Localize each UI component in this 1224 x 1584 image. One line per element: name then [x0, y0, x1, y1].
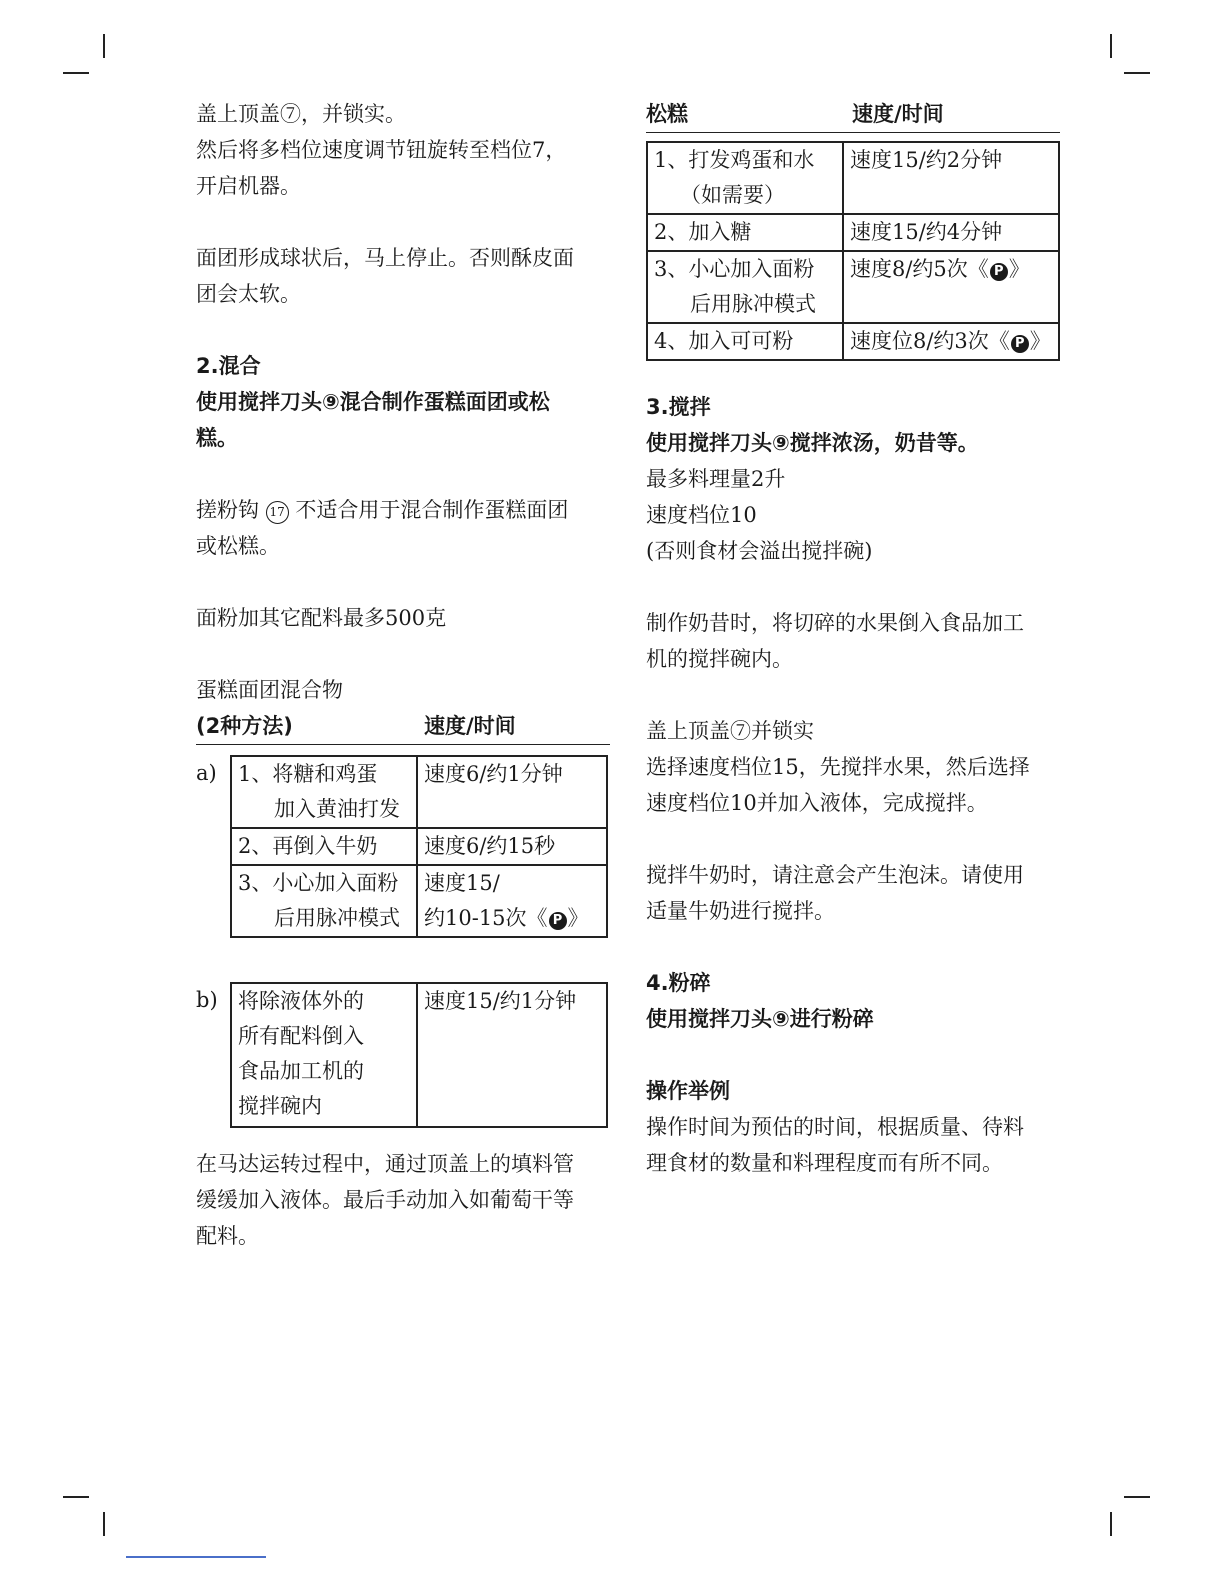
table-row: 1、打发鸡蛋和水 （如需要） 速度15/约2分钟: [647, 142, 1059, 214]
crop-mark: [63, 1496, 89, 1498]
section-subtitle: 糕。: [196, 426, 238, 450]
section-subtitle: 使用搅拌刀头⑨进行粉碎: [646, 1007, 874, 1031]
table-row: 3、小心加入面粉 后用脉冲模式 速度15/ 约10-15次《 P 》: [231, 865, 607, 937]
method-a-table: [230, 755, 608, 938]
sponge-cake-table: [646, 141, 1060, 361]
body-text: 配料。: [196, 1224, 259, 1248]
crop-mark: [1124, 1496, 1150, 1498]
body-text: 操作时间为预估的时间，根据质量、待料: [646, 1115, 1024, 1139]
pulse-icon: P: [1011, 335, 1029, 353]
body-text: 适量牛奶进行搅拌。: [646, 899, 835, 923]
body-text: 盖上顶盖⑦并锁实: [646, 719, 814, 743]
table-row: 4、加入可可粉 速度位8/约3次《 P 》: [647, 323, 1059, 360]
pulse-icon: P: [549, 912, 567, 930]
body-text: 搅拌牛奶时，请注意会产生泡沫。请使用: [646, 863, 1024, 887]
crop-mark: [1110, 1512, 1112, 1536]
body-text: 开启机器。: [196, 174, 301, 198]
body-text: 理食材的数量和料理程度而有所不同。: [646, 1151, 1003, 1175]
method-label: a): [196, 761, 217, 785]
crop-mark: [63, 72, 89, 74]
table-row: 1、将糖和鸡蛋 加入黄油打发 速度6/约1分钟: [231, 756, 607, 828]
body-text: 然后将多档位速度调节钮旋转至档位7，: [196, 138, 567, 162]
section-subtitle: 使用搅拌刀头⑨搅拌浓汤，奶昔等。: [646, 431, 979, 455]
section-title: 2.混合: [196, 354, 261, 378]
left-column: [196, 96, 610, 1254]
crop-mark: [1124, 72, 1150, 74]
body-text: 面团形成球状后，马上停止。否则酥皮面: [196, 246, 574, 270]
body-text: 最多料理量2升: [646, 467, 786, 491]
table-row: 2、加入糖 速度15/约4分钟: [647, 214, 1059, 251]
pulse-icon: P: [990, 263, 1008, 281]
body-text: (否则食材会溢出搅拌碗): [646, 539, 873, 563]
crop-mark: [103, 34, 105, 58]
section-title: 4.粉碎: [646, 971, 711, 995]
body-text: 或松糕。: [196, 534, 280, 558]
table-header: 松糕 速度/时间: [646, 96, 1060, 133]
table-header: (2种方法) 速度/时间: [196, 708, 610, 745]
body-text: 缓缓加入液体。最后手动加入如葡萄干等: [196, 1188, 574, 1212]
section-subtitle: 使用搅拌刀头⑨混合制作蛋糕面团或松: [196, 390, 550, 414]
body-text: 速度档位10并加入液体，完成搅拌。: [646, 791, 988, 815]
body-text: 速度档位10: [646, 503, 757, 527]
method-a: [196, 755, 610, 938]
body-text: 制作奶昔时，将切碎的水果倒入食品加工: [646, 611, 1024, 635]
section-title: 3.搅拌: [646, 395, 711, 419]
body-text: 选择速度档位15，先搅拌水果，然后选择: [646, 755, 1030, 779]
body-text: 机的搅拌碗内。: [646, 647, 793, 671]
crop-mark: [103, 1512, 105, 1536]
body-text: 盖上顶盖⑦，并锁实。: [196, 102, 406, 126]
body-text: 搓粉钩 17 不适合用于混合制作蛋糕面团: [196, 498, 569, 522]
body-text: 面粉加其它配料最多500克: [196, 606, 447, 630]
crop-mark: [1110, 34, 1112, 58]
body-text: 在马达运转过程中，通过顶盖上的填料管: [196, 1152, 574, 1176]
right-column: [646, 96, 1060, 1181]
page-link-underline: [126, 1556, 266, 1558]
table-row: 2、再倒入牛奶 速度6/约15秒: [231, 828, 607, 865]
table-row: 3、小心加入面粉 后用脉冲模式 速度8/约5次《 P 》: [647, 251, 1059, 323]
example-title: 操作举例: [646, 1079, 730, 1103]
part-number-badge: 17: [266, 501, 289, 524]
body-text: 蛋糕面团混合物: [196, 678, 343, 702]
body-text: 团会太软。: [196, 282, 301, 306]
method-label: b): [196, 988, 218, 1012]
method-b-table: [230, 982, 608, 1128]
method-b: [196, 982, 610, 1128]
table-row: 将除液体外的 所有配料倒入 食品加工机的 搅拌碗内 速度15/约1分钟: [231, 983, 607, 1127]
